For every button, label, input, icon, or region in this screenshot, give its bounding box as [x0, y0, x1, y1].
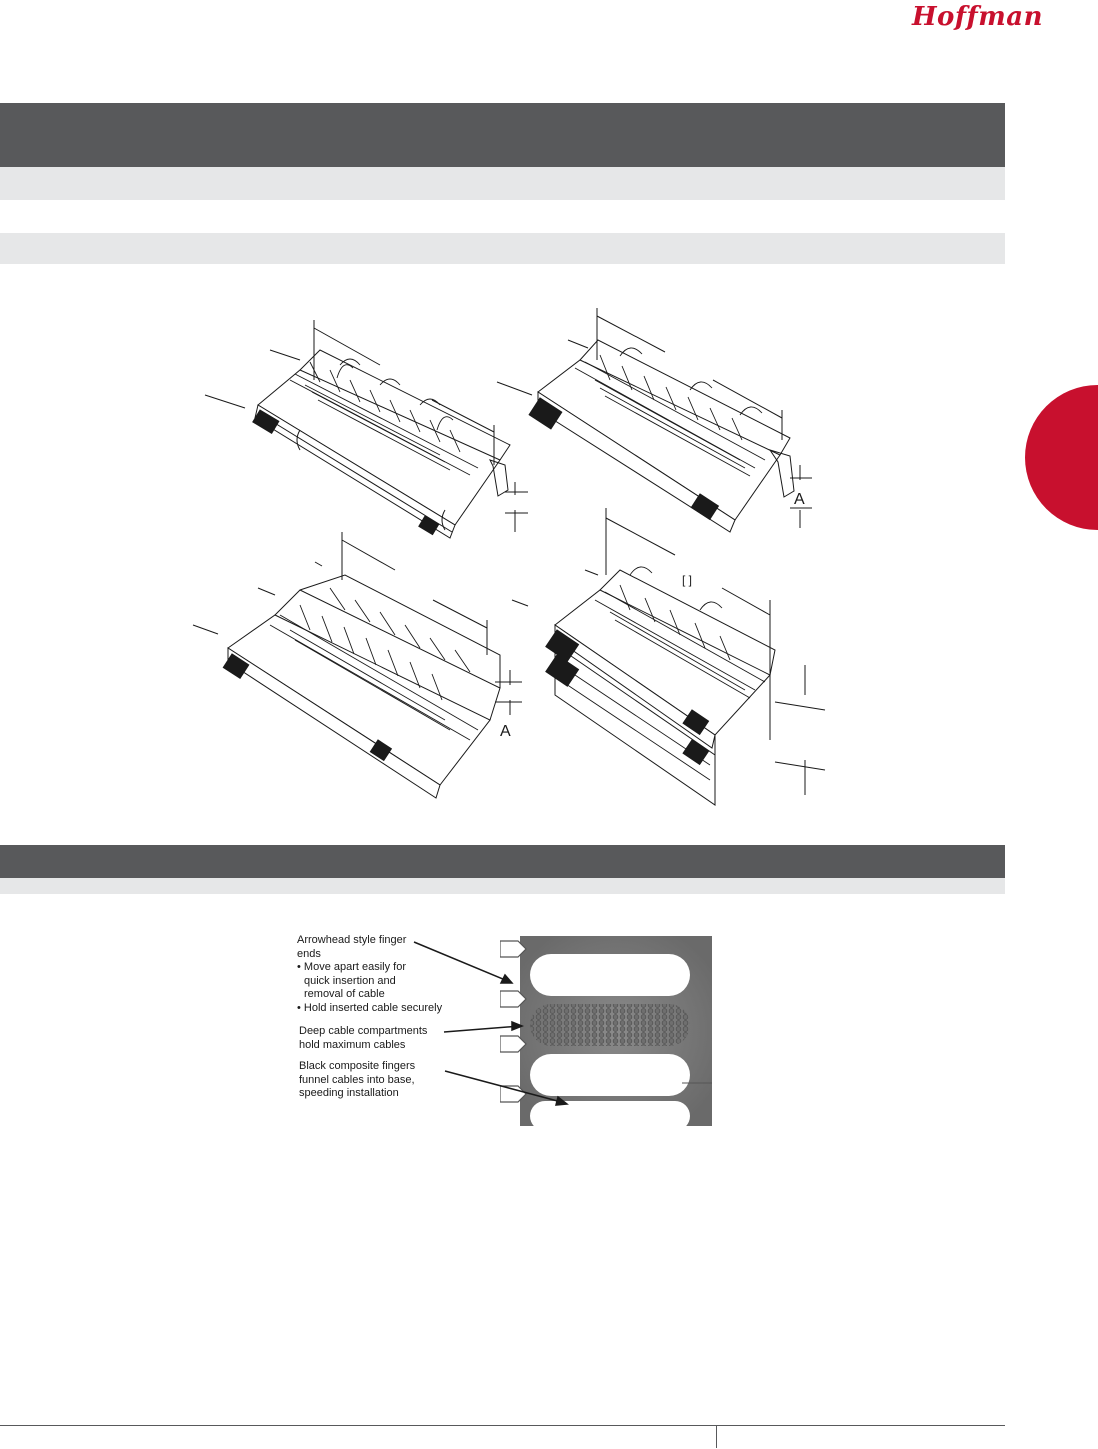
brand-logo: Hoffman [911, 2, 1043, 32]
dim-label-bracket: [ ] [682, 573, 693, 587]
callout-arrowhead-bullet1b: quick insertion and [304, 974, 396, 987]
callout-arrowhead [297, 934, 497, 1015]
callout-fingers-line1: Black composite fingers [299, 1060, 416, 1072]
drawing-bottom-right [512, 508, 825, 805]
dim-label-a-top: A [794, 491, 805, 508]
header-band-dark [0, 103, 1005, 167]
drawing-top-right [497, 308, 812, 532]
callout-arrowhead-title2: ends [297, 947, 321, 960]
callout-arrowhead-bullet2: • Hold inserted cable securely [297, 1001, 443, 1014]
callout-arrowhead-bullet1c: removal of cable [304, 988, 385, 1000]
callout-fingers-line2: funnel cables into base, [299, 1073, 415, 1086]
cable-manager-drawings [0, 270, 1005, 810]
section-band-light-2 [0, 878, 1005, 894]
footer-rule [0, 1425, 1005, 1426]
dim-label-a-bottom: A [500, 723, 511, 740]
callout-compartments-line1: Deep cable compartments [299, 1025, 428, 1037]
callout-arrowhead-bullet1: • Move apart easily for [297, 961, 407, 973]
section-tab [1025, 385, 1098, 530]
section-band-light [0, 233, 1005, 264]
callout-fingers-line3: speeding installation [299, 1087, 399, 1099]
cable-manager-drawing [0, 270, 1005, 810]
section-band-dark [0, 845, 1005, 878]
drawing-bottom-left [193, 532, 522, 798]
drawing-top-left [205, 320, 528, 538]
callout-fingers [299, 1060, 499, 1101]
callout-compartments [299, 1025, 499, 1052]
header-band-light [0, 167, 1005, 200]
callout-compartments-line2: hold maximum cables [299, 1038, 406, 1051]
footer-divider [716, 1426, 717, 1448]
callout-arrowhead-title1: Arrowhead style finger [297, 934, 407, 946]
